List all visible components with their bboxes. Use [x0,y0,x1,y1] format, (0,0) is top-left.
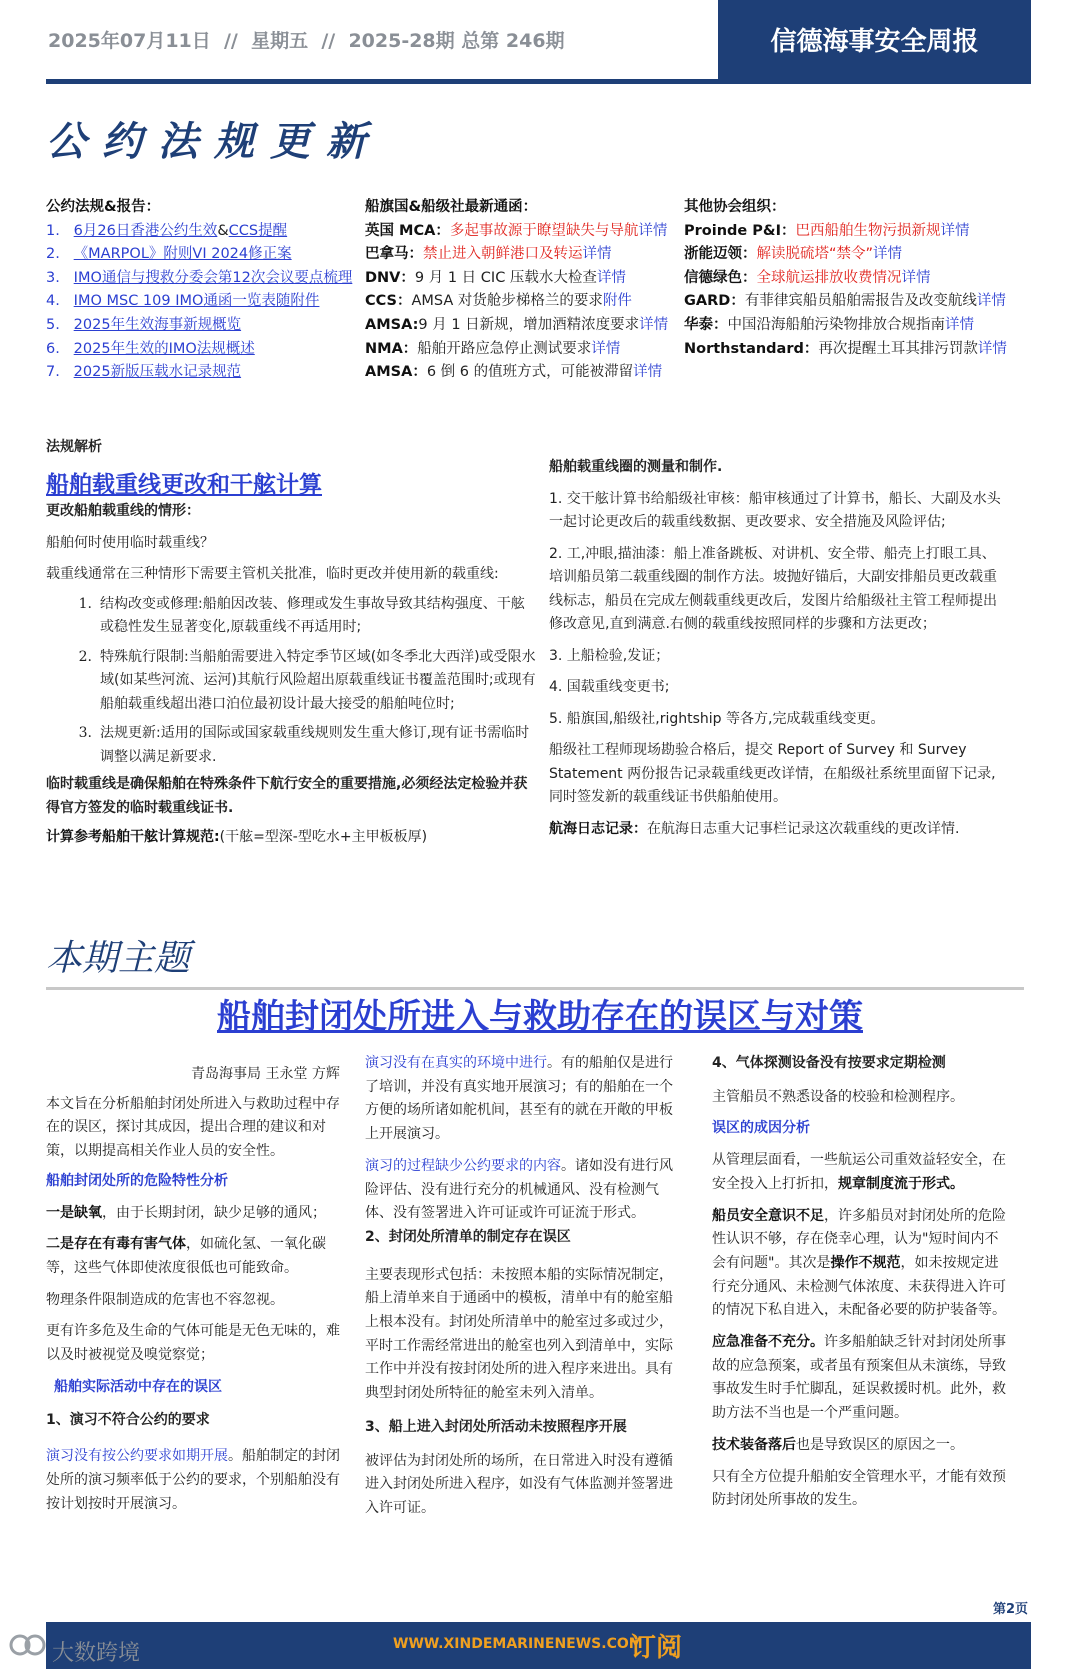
analysis-body [46,500,546,850]
cause-text: 技术装备落后也是导致误区的原因之一。 [712,1436,964,1453]
page-number: 第2页 [993,1602,1029,1617]
danger-item: 二是存在有毒有害气体，如硫化氢、一氧化碳 等，这些气体即使浓度很低也可能致命。 [46,1236,326,1276]
article-column-1 [46,1063,356,1516]
logbook-note: 航海日志记录：在航海日志重大记事栏记录这次载重线的更改详情. [549,820,960,837]
article-author: 青岛海事局 王永堂 方辉 [191,1066,340,1082]
list-item[interactable]: Northstandard：再次提醒土耳其排污罚款详情 [684,340,1007,357]
header-divider [46,79,1031,84]
issue-date-line: 2025年07月11日 // 星期五 // 2025-28期 总第 246期 [48,30,565,52]
mistake-text: 演习没有在真实的环境中进行。有的船舶仅是进行 了培训，并没有真实地开展演习；有的船舶在一个 方便的场所诸如舵机间，甚至有的就在开敞的甲板 上开展演习。 [365,1055,673,1143]
analysis-label: 法规解析 [46,439,102,455]
freeboard-formula: 计算参考船舶干舷计算规范:(干舷=型深-型吃水+主甲板板厚) [46,829,428,845]
mistake-text: 主管船员不熟悉设备的校验和检测程序。 [712,1088,964,1105]
column-heading: 公约法规&报告： [46,199,161,215]
conclusion-text: 只有全方位提升船舶安全管理水平，才能有效预 防封闭处所事故的发生。 [712,1468,1006,1509]
procedure-step: 1. 交干舷计算书给船级社审核：船审核通过了计算书，船长、大副及水头 一起讨论更改后的载重线数据、更改要求、安全措施及风险评估; [549,490,1001,530]
associations-column [684,196,1007,361]
list-item[interactable]: 浙能迈领：解读脱硫塔“禁令”详情 [684,246,903,263]
list-item: 1. 结构改变或修理:船舶因改装、修理或发生事故导致其结构强度、干舷 或稳性发生显著变化,原载重线不再适用时; [78,595,525,635]
column-heading: 船旗国&船级社最新通函： [365,199,538,215]
mistake-text: 被评估为封闭处所的场所，在日常进入时没有遵循 进入封闭处所进入程序，如没有气体监测并签署进 入许可证。 [365,1452,673,1516]
mistake-text: 主要表现形式包括：未按照本船的实际情况制定， 船上清单来自于通函中的模板，清单中有的舱室船 上根本没有。封闭处所清单中的舱室过多或过少， 平时工作需经常进出的舱室也列入到清单中，实际 工作中并没有按封闭处所的进入程序来进出。具有 典型封闭处所特征的舱室未列入清单。 [365,1266,673,1402]
danger-item: 更有许多危及生命的气体可能是无色无味的，难 以及时被视觉及嗅觉察觉； [46,1323,340,1364]
list-item[interactable]: 7. 2025新版压载水记录规范 [46,364,242,381]
subscribe-link[interactable]: 订阅 [630,1633,683,1663]
list-item[interactable]: NMA：船舶开路应急停止测试要求详情 [365,340,621,357]
section-title-feature: 本期主题 [46,938,191,979]
website-link[interactable]: WWW.XINDEMARINENEWS.COM [393,1636,643,1652]
article-column-2 [365,1052,695,1521]
danger-item: 一是缺氧，由于长期封闭，缺少足够的通风； [46,1204,326,1221]
subheading-danger: 船舶封闭处所的危险特性分析 [46,1172,228,1189]
subheading-causes: 误区的成因分析 [712,1120,810,1137]
mistake-text: 演习的过程缺少公约要求的内容。诸如没有进行风 险评估、没有进行充分的机械通风、没有检测气 体、没有签署进入许可证或许可证流于形式。 [365,1157,673,1222]
mistake-text: 演习没有按公约要求如期开展。船舶制定的封闭 处所的演习频率低于公约的要求，个别船舶没有 按计划按时开展演习。 [46,1448,340,1512]
list-item[interactable]: 4. IMO MSC 109 IMO通函一览表随附件 [46,293,320,310]
list-item[interactable]: DNV：9 月 1 日 CIC 压载水大检查详情 [365,269,626,286]
analysis-title[interactable]: 船舶载重线更改和干舷计算 [46,472,322,498]
list-item[interactable]: AMSA：6 倒 6 的值班方式，可能被滞留详情 [365,364,663,381]
list-item[interactable]: GARD：有菲律宾船员船舶需报告及改变航线详情 [684,293,1006,310]
list-item[interactable]: Proinde P&I：巴西船舶生物污损新规详情 [684,222,970,239]
list-item[interactable]: 华泰：中国沿海船舶污染物排放合规指南详情 [684,316,974,333]
section-title-regulations: 公约法规更新 [46,119,382,165]
watermark-logo-icon [8,1630,48,1664]
procedure-step: 5. 船旗国,船级社,rightship 等各方,完成载重线变更。 [549,710,885,727]
cause-text: 从管理层面看，一些航运公司重效益轻安全，在 安全投入上打折扣，规章制度流于形式。 [712,1152,1006,1192]
list-item: 2. 特殊航行限制:当船舶需要进入特定季节区域(如冬季北大西洋)或受限水 域(如某些河流、运河)其航行风险超出原载重线证书覆盖范围时;或现有 船舶载重线超出港口泊位最初设计最大接受的船舶吨位时; [78,648,536,712]
flag-class-column [365,196,668,385]
newsletter-title: 信德海事安全周报 [770,27,979,57]
list-item[interactable]: 5. 2025年生效海事新规概览 [46,316,242,333]
analysis-question: 船舶何时使用临时载重线？ [46,534,214,551]
cause-text: 船员安全意识不足，许多船员对封闭处所的危险 性认识不够，存在侥幸心理，认为"短时间内不 会有问题"。其次是操作不规范，如未按规定进 行充分通风、未检测气体浓度、未获得进入许可 的情况下私自进入，未配备必要的防护装备等。 [712,1207,1006,1319]
danger-item: 物理条件限制造成的危害也不容忽视。 [46,1291,284,1308]
procedure-step: 船级社工程师现场勘验合格后，提交 Report of Survey 和 Survey Statement 两份报告记录载重线更改详情，在船级社系统里面留下记录, 同时签发新的载重线证书供船舶使用。 [549,742,996,805]
list-item[interactable]: 3. IMO通信与搜救分委会第12次会议要点梳理 [46,269,353,286]
regulations-column [46,196,352,385]
procedure-title: 船舶载重线圈的测量和制作. [549,459,723,475]
list-item[interactable]: 巴拿马：禁止进入朝鲜港口及转运详情 [365,246,612,263]
mistake-heading: 2、封闭处所清单的制定存在误区 [365,1228,571,1245]
list-item[interactable]: 1. 6月26日香港公约生效&CCS提醒 [46,222,288,239]
list-item[interactable]: 6. 2025年生效的IMO法规概述 [46,340,255,357]
procedure-step: 3. 上船检验,发证； [549,647,670,664]
mistake-heading: 4、气体探测设备没有按要求定期检测 [712,1055,946,1071]
list-item: 3. 法规更新:适用的国际或国家载重线规则发生重大修订,现有证书需临时 调整以满足新要求. [78,725,530,765]
article-intro: 本文旨在分析船舶封闭处所进入与救助过程中存 在的误区，探讨其成因，提出合理的建议和对 策，以期提高相关作业人员的安全性。 [46,1095,340,1160]
list-item[interactable]: 信德绿色：全球航运排放收费情况详情 [684,269,931,286]
mistake-heading: 3、船上进入封闭处所活动未按照程序开展 [365,1418,627,1435]
procedure-step: 2. 工,冲眼,描油漆：船上准备跳板、对讲机、安全带、船壳上打眼工具、 培训船员第二载重线圈的制作方法。坡抛好锚后，大副安排船员更改载重 线标志，船员在完成左侧载重线更改后，发图片给船级社主管工程师提出 修改意见,直到满意.右侧的载重线按照同样的步骤和方法更改； [549,545,997,632]
column-heading: 其他协会组织： [684,199,786,215]
list-item[interactable]: 英国 MCA：多起事故源于瞭望缺失与导航详情 [365,222,668,239]
list-item[interactable]: AMSA:9 月 1 日新规，增加酒精浓度要求详情 [365,316,669,333]
article-column-3 [712,1052,1022,1513]
subheading-mistakes: 船舶实际活动中存在的误区 [54,1378,222,1395]
analysis-intro: 载重线通常在三种情形下需要主管机关批准，临时更改并使用新的载重线: [46,566,499,582]
cause-text: 应急准备不充分。许多船舶缺乏针对封闭处所事 故的应急预案，或者虽有预案但从未演练，导致 事故发生时手忙脚乱，延误救援时机。此外，救 助方法不当也是一个严重问题。 [712,1334,1006,1422]
list-item[interactable]: CCS：AMSA 对货舱步梯格兰的要求附件 [365,293,632,310]
list-item[interactable]: 2. 《MARPOL》附则VI 2024修正案 [46,246,292,263]
analysis-note: 临时载重线是确保船舶在特殊条件下航行安全的重要措施,必须经法定检验并获 得官方签发的临时载重线证书. [46,776,528,816]
watermark-text: 大数跨境 [52,1641,141,1666]
loadline-procedure [549,456,1009,841]
feature-article-title[interactable]: 船舶封闭处所进入与救助存在的误区与对策 [217,997,863,1037]
procedure-step: 4. 国载重线变更书; [549,679,670,695]
analysis-subheading: 更改船舶载重线的情形： [46,503,200,519]
mistake-heading: 1、演习不符合公约的要求 [46,1412,210,1429]
